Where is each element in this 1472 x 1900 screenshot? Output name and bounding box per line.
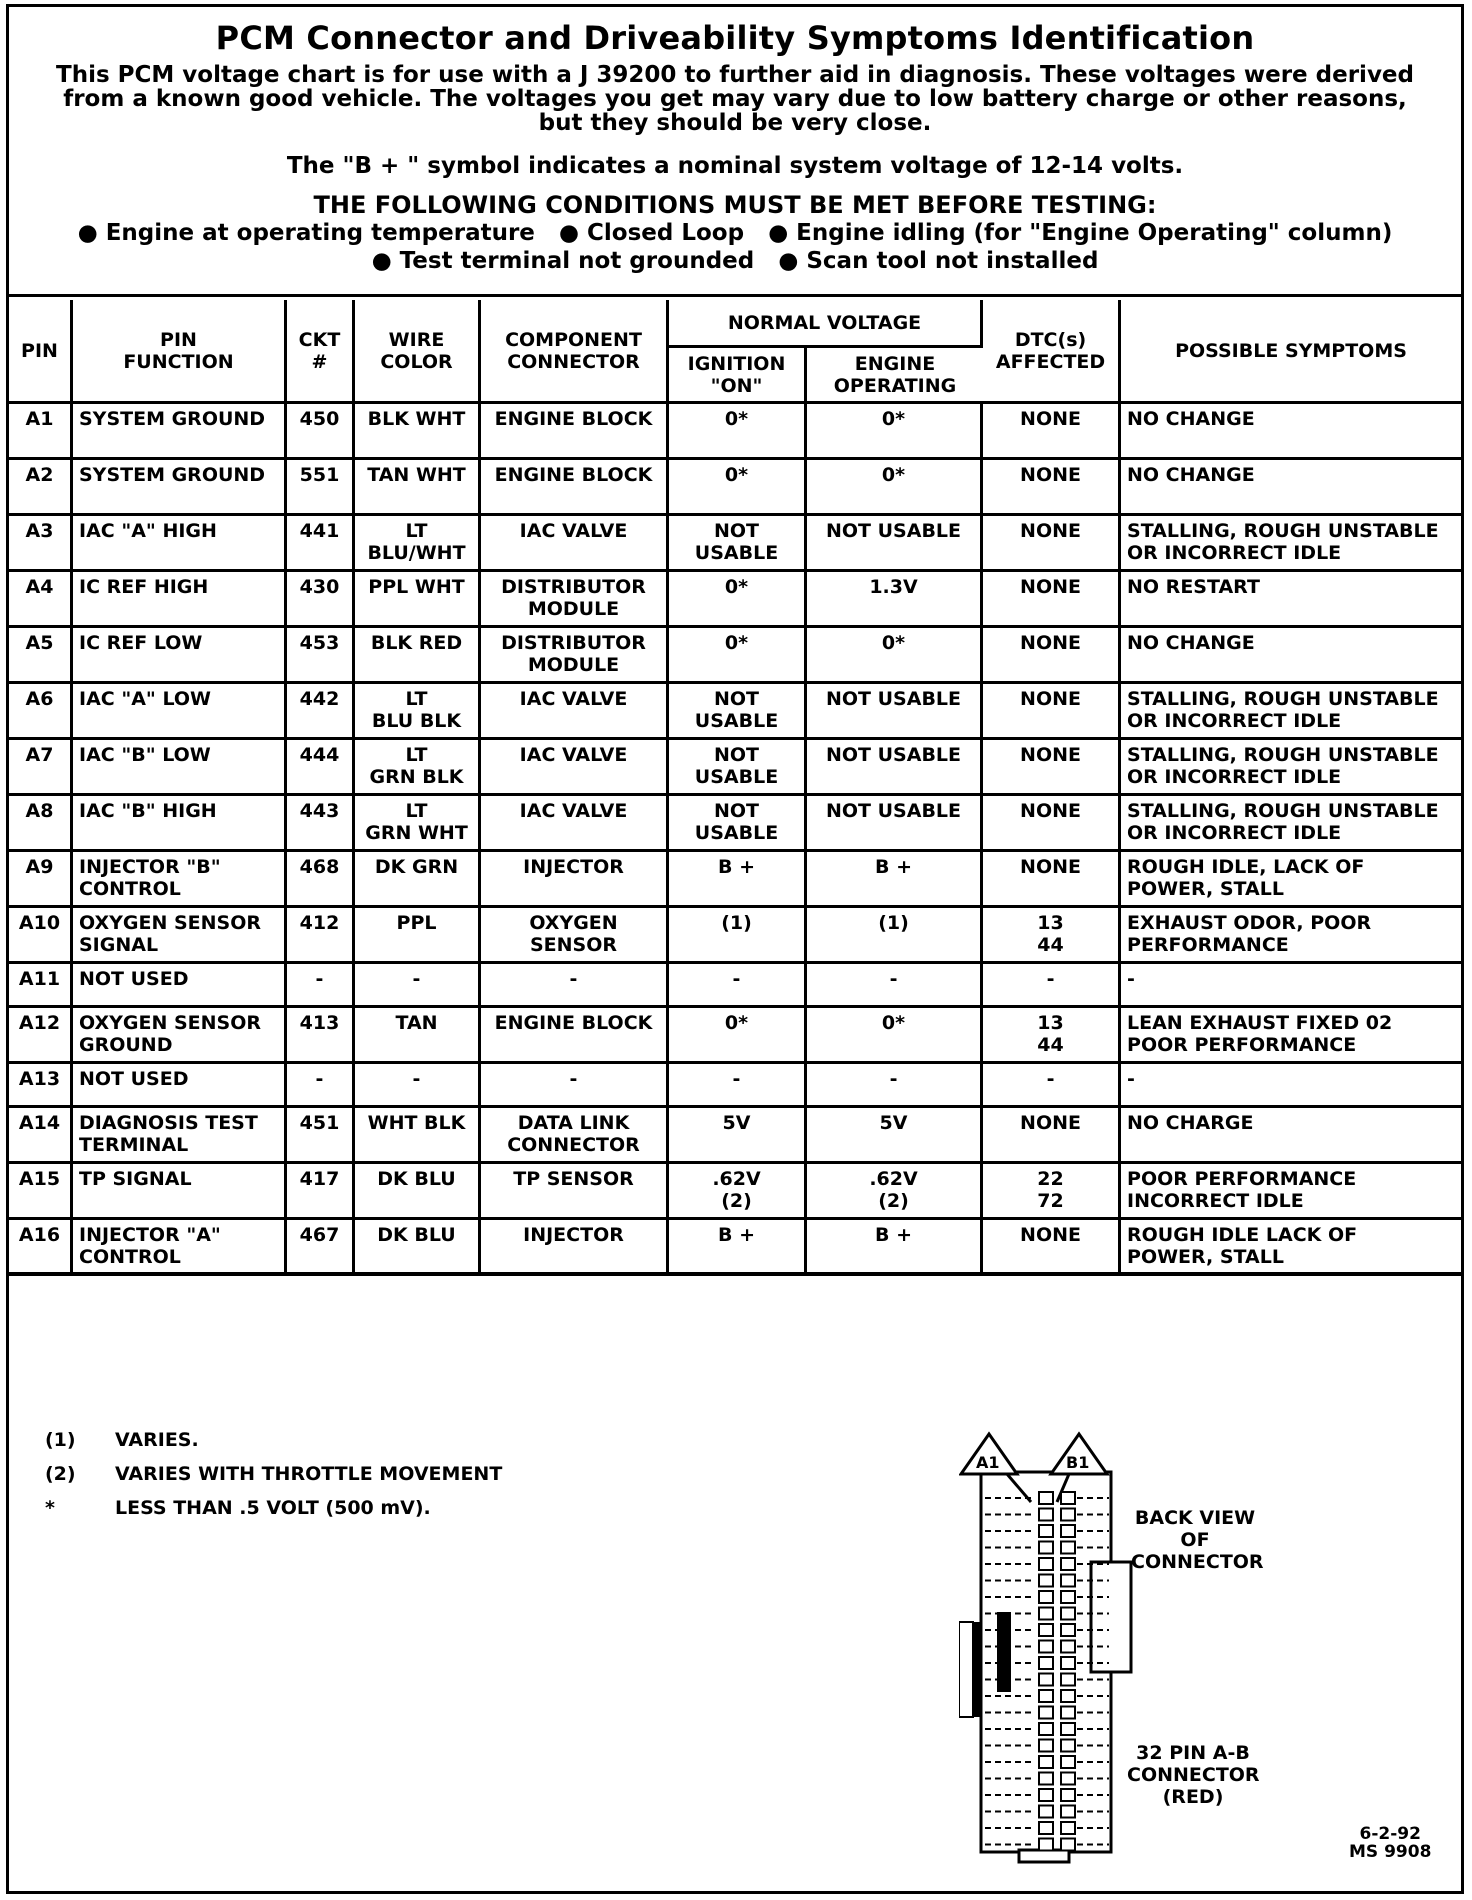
dtc-cell: NONE [983,796,1121,852]
connector-pin [1061,1839,1075,1851]
ignition-voltage-cell: 0* [669,460,807,516]
wire-color-cell: PPL WHT [355,572,481,628]
wire-color-cell: LT BLU/WHT [355,516,481,572]
symptoms-cell: NO CHANGE [1121,404,1461,460]
connector-latch-bar [973,1622,981,1717]
ignition-voltage-cell: 5V [669,1108,807,1164]
component-cell: IAC VALVE [481,740,669,796]
symptoms-cell: NO CHANGE [1121,460,1461,516]
ignition-voltage-cell: .62V (2) [669,1164,807,1220]
engine-voltage-cell: B + [807,1220,983,1276]
pin-cell: A5 [9,628,73,684]
function-cell: SYSTEM GROUND [73,404,287,460]
connector-pin [1061,1575,1075,1587]
engine-voltage-cell: .62V (2) [807,1164,983,1220]
connector-pin [1039,1641,1053,1653]
page-title: PCM Connector and Driveability Symptoms Identification [215,19,1255,57]
connector-pin [1061,1608,1075,1620]
header-dtc: DTC(s) AFFECTED [983,300,1121,404]
symptoms-cell: POOR PERFORMANCE INCORRECT IDLE [1121,1164,1461,1220]
function-cell: OXYGEN SENSOR SIGNAL [73,908,287,964]
pin-cell: A13 [9,1064,73,1108]
footnote-mark: (2) [45,1463,76,1485]
symptoms-cell: NO CHARGE [1121,1108,1461,1164]
ignition-voltage-cell: NOT USABLE [669,516,807,572]
ignition-voltage-cell: - [669,1064,807,1108]
a1-label: A1 [976,1453,1000,1472]
pin-cell: A16 [9,1220,73,1276]
header-ignition-on: IGNITION "ON" [669,348,807,404]
dtc-cell: NONE [983,1220,1121,1276]
connector-pin [1039,1707,1053,1719]
engine-voltage-cell: - [807,1064,983,1108]
engine-voltage-cell: 5V [807,1108,983,1164]
symptoms-cell: STALLING, ROUGH UNSTABLE OR INCORRECT IDLE [1121,796,1461,852]
symptoms-cell: LEAN EXHAUST FIXED 02 POOR PERFORMANCE [1121,1008,1461,1064]
wire-color-cell: BLK WHT [355,404,481,460]
symptoms-cell: - [1121,964,1461,1008]
connector-pin [1061,1806,1075,1818]
wire-color-cell: LT GRN WHT [355,796,481,852]
symptoms-cell: STALLING, ROUGH UNSTABLE OR INCORRECT IDLE [1121,740,1461,796]
connector-pin [1061,1624,1075,1636]
engine-voltage-cell: B + [807,852,983,908]
connector-pin [1039,1542,1053,1554]
component-cell: DATA LINK CONNECTOR [481,1108,669,1164]
connector-pin [1039,1806,1053,1818]
dtc-cell: NONE [983,460,1121,516]
component-cell: OXYGEN SENSOR [481,908,669,964]
dtc-cell: - [983,1064,1121,1108]
wire-color-cell: BLK RED [355,628,481,684]
component-cell: INJECTOR [481,852,669,908]
connector-pin [1039,1740,1053,1752]
connector-diagram [959,1412,1264,1872]
intro-line-1: This PCM voltage chart is for use with a J 39200 to further aid in diagnosis. These voltages were derived [56,62,1414,88]
connector-pin [1039,1608,1053,1620]
connector-pin [1061,1723,1075,1735]
condition-item: Test terminal not grounded [399,248,755,274]
connector-bottom-tab [1019,1850,1069,1862]
header-function: PIN FUNCTION [73,300,287,404]
dtc-cell: NONE [983,516,1121,572]
symptoms-cell: ROUGH IDLE LACK OF POWER, STALL [1121,1220,1461,1276]
conditions-heading: THE FOLLOWING CONDITIONS MUST BE MET BEFORE TESTING: [313,191,1157,219]
condition-item: Scan tool not installed [806,248,1099,274]
ckt-cell: 468 [287,852,355,908]
footnote-mark: (1) [45,1429,76,1451]
engine-voltage-cell: NOT USABLE [807,796,983,852]
dtc-cell: 13 44 [983,1008,1121,1064]
ckt-cell: 467 [287,1220,355,1276]
connector-pin [1061,1773,1075,1785]
symptoms-cell: - [1121,1064,1461,1108]
ckt-cell: 450 [287,404,355,460]
pin-count-label: 32 PIN A-B CONNECTOR (RED) [1127,1742,1260,1808]
intro-line-2: from a known good vehicle. The voltages you get may vary due to low battery charge or other reasons, [63,86,1407,112]
ckt-cell: 413 [287,1008,355,1064]
engine-voltage-cell: 0* [807,628,983,684]
header-component: COMPONENT CONNECTOR [481,300,669,404]
ignition-voltage-cell: (1) [669,908,807,964]
component-cell: TP SENSOR [481,1164,669,1220]
connector-pin [1039,1789,1053,1801]
ckt-cell: 443 [287,796,355,852]
dtc-cell: NONE [983,628,1121,684]
pin-cell: A11 [9,964,73,1008]
wire-color-cell: DK BLU [355,1220,481,1276]
function-cell: IAC "B" LOW [73,740,287,796]
ignition-voltage-cell: NOT USABLE [669,684,807,740]
component-cell: IAC VALVE [481,796,669,852]
connector-pin [1061,1641,1075,1653]
table-row [9,1108,1461,1164]
header-ckt: CKT # [287,300,355,404]
component-cell: DISTRIBUTOR MODULE [481,572,669,628]
connector-pin [1061,1740,1075,1752]
wire-color-cell: LT BLU BLK [355,684,481,740]
table-row [9,460,1461,516]
engine-voltage-cell: 0* [807,460,983,516]
engine-voltage-cell: (1) [807,908,983,964]
function-cell: IC REF HIGH [73,572,287,628]
header-symptoms: POSSIBLE SYMPTOMS [1121,300,1461,404]
wire-color-cell: DK BLU [355,1164,481,1220]
connector-pin [1061,1509,1075,1521]
table-row [9,964,1461,1008]
dtc-cell: 22 72 [983,1164,1121,1220]
function-cell: IAC "A" HIGH [73,516,287,572]
dtc-cell: NONE [983,684,1121,740]
symptoms-cell: NO CHANGE [1121,628,1461,684]
ckt-cell: 451 [287,1108,355,1164]
ckt-cell: 412 [287,908,355,964]
engine-voltage-cell: - [807,964,983,1008]
function-cell: TP SIGNAL [73,1164,287,1220]
pin-cell: A3 [9,516,73,572]
ckt-cell: 417 [287,1164,355,1220]
condition-item: Engine idling (for "Engine Operating" column) [796,220,1393,246]
pin-cell: A9 [9,852,73,908]
bullet-icon: ● [542,220,588,246]
header-pin: PIN [9,300,73,404]
connector-pin [1061,1657,1075,1669]
engine-voltage-cell: 1.3V [807,572,983,628]
document-code: 6-2-92 MS 9908 [1349,1824,1432,1862]
back-view-label: BACK VIEW OF CONNECTOR [1131,1507,1264,1573]
pin-cell: A2 [9,460,73,516]
component-cell: ENGINE BLOCK [481,1008,669,1064]
bullet-icon: ● [762,248,807,274]
connector-pin [1039,1723,1053,1735]
dtc-cell: NONE [983,404,1121,460]
symptoms-cell: EXHAUST ODOR, POOR PERFORMANCE [1121,908,1461,964]
pin-table [9,300,1461,1276]
table-area [9,300,1461,1276]
dtc-cell: NONE [983,740,1121,796]
bullet-icon: ● [77,220,106,246]
dtc-cell: NONE [983,572,1121,628]
function-cell: INJECTOR "A" CONTROL [73,1220,287,1276]
ignition-voltage-cell: 0* [669,1008,807,1064]
header-engine-operating: ENGINE OPERATING [807,348,983,404]
symptoms-cell: ROUGH IDLE, LACK OF POWER, STALL [1121,852,1461,908]
dtc-cell: - [983,964,1121,1008]
function-cell: IAC "A" LOW [73,684,287,740]
ignition-voltage-cell: - [669,964,807,1008]
table-row [9,852,1461,908]
bplus-note: The "B + " symbol indicates a nominal system voltage of 12-14 volts. [286,153,1184,179]
pin-cell: A8 [9,796,73,852]
connector-pin [1039,1674,1053,1686]
wire-color-cell: LT GRN BLK [355,740,481,796]
connector-pin [1039,1624,1053,1636]
connector-pin [1061,1542,1075,1554]
wire-color-cell: PPL [355,908,481,964]
connector-pin [1039,1690,1053,1702]
footnotes [45,1429,645,1531]
connector-pin [1039,1756,1053,1768]
function-cell: NOT USED [73,964,287,1008]
connector-pin [1039,1492,1053,1504]
ckt-cell: - [287,1064,355,1108]
function-cell: DIAGNOSIS TEST TERMINAL [73,1108,287,1164]
ckt-cell: - [287,964,355,1008]
ignition-voltage-cell: 0* [669,404,807,460]
condition-item: Closed Loop [587,220,745,246]
pin-cell: A14 [9,1108,73,1164]
engine-voltage-cell: 0* [807,1008,983,1064]
pin-cell: A12 [9,1008,73,1064]
pin-cell: A7 [9,740,73,796]
table-row [9,908,1461,964]
connector-pin [1061,1690,1075,1702]
dtc-cell: NONE [983,852,1121,908]
pin-cell: A4 [9,572,73,628]
dtc-cell: 13 44 [983,908,1121,964]
connector-pin [1061,1591,1075,1603]
component-cell: IAC VALVE [481,516,669,572]
function-cell: IC REF LOW [73,628,287,684]
wire-color-cell: TAN [355,1008,481,1064]
connector-pin [1039,1575,1053,1587]
ckt-cell: 441 [287,516,355,572]
connector-latch [959,1622,973,1717]
engine-voltage-cell: 0* [807,404,983,460]
wire-color-cell: - [355,964,481,1008]
connector-pin [1061,1674,1075,1686]
connector-pin [1039,1657,1053,1669]
component-cell: - [481,1064,669,1108]
ignition-voltage-cell: B + [669,1220,807,1276]
ignition-voltage-cell: 0* [669,572,807,628]
wire-color-cell: TAN WHT [355,460,481,516]
b1-label: B1 [1066,1453,1090,1472]
pin-cell: A6 [9,684,73,740]
wire-color-cell: - [355,1064,481,1108]
component-cell: IAC VALVE [481,684,669,740]
conditions-line-1 [9,219,1461,247]
connector-pin [1039,1591,1053,1603]
connector-pin [1039,1509,1053,1521]
symptoms-cell: NO RESTART [1121,572,1461,628]
ckt-cell: 551 [287,460,355,516]
pin-cell: A10 [9,908,73,964]
connector-pin [1061,1822,1075,1834]
connector-pin [1061,1492,1075,1504]
engine-voltage-cell: NOT USABLE [807,516,983,572]
header [9,7,1461,297]
condition-item: Engine at operating temperature [105,220,535,246]
engine-voltage-cell: NOT USABLE [807,684,983,740]
connector-pin [1039,1558,1053,1570]
table-row [9,1064,1461,1108]
connector-pin [1061,1525,1075,1537]
footnote [45,1463,645,1485]
header-wire-color: WIRE COLOR [355,300,481,404]
footnote-text: VARIES. [115,1429,199,1451]
symptoms-cell: STALLING, ROUGH UNSTABLE OR INCORRECT IDLE [1121,684,1461,740]
table-row [9,404,1461,460]
component-cell: DISTRIBUTOR MODULE [481,628,669,684]
footnote-mark: * [45,1497,55,1519]
component-cell: INJECTOR [481,1220,669,1276]
component-cell: - [481,964,669,1008]
connector-pin [1061,1756,1075,1768]
component-cell: ENGINE BLOCK [481,460,669,516]
connector-side-bracket [1091,1562,1131,1672]
connector-pin [1039,1839,1053,1851]
connector-pin [1061,1707,1075,1719]
intro-line-3: but they should be very close. [538,110,932,136]
function-cell: OXYGEN SENSOR GROUND [73,1008,287,1064]
wire-color-cell: WHT BLK [355,1108,481,1164]
connector-pin [1061,1558,1075,1570]
footnote [45,1497,645,1519]
engine-voltage-cell: NOT USABLE [807,740,983,796]
conditions-line-2 [9,247,1461,275]
ckt-cell: 430 [287,572,355,628]
wire-color-cell: DK GRN [355,852,481,908]
document-page [6,4,1464,1894]
table-row [9,684,1461,740]
connector-pin [1039,1822,1053,1834]
table-row [9,628,1461,684]
ckt-cell: 453 [287,628,355,684]
ignition-voltage-cell: NOT USABLE [669,796,807,852]
ignition-voltage-cell: 0* [669,628,807,684]
symptoms-cell: STALLING, ROUGH UNSTABLE OR INCORRECT IDLE [1121,516,1461,572]
pin-cell: A1 [9,404,73,460]
function-cell: INJECTOR "B" CONTROL [73,852,287,908]
function-cell: NOT USED [73,1064,287,1108]
table-row [9,1220,1461,1276]
table-row [9,796,1461,852]
ignition-voltage-cell: NOT USABLE [669,740,807,796]
table-row [9,1164,1461,1220]
function-cell: SYSTEM GROUND [73,460,287,516]
footnote-text: VARIES WITH THROTTLE MOVEMENT [115,1463,503,1485]
pin-cell: A15 [9,1164,73,1220]
table-row [9,1008,1461,1064]
ckt-cell: 442 [287,684,355,740]
table-row [9,516,1461,572]
function-cell: IAC "B" HIGH [73,796,287,852]
header-normal-voltage: NORMAL VOLTAGE [669,300,983,348]
footnote [45,1429,645,1451]
footnote-text: LESS THAN .5 VOLT (500 mV). [115,1497,431,1519]
bullet-icon: ● [371,248,400,274]
dtc-cell: NONE [983,1108,1121,1164]
connector-pin [1061,1789,1075,1801]
table-row [9,740,1461,796]
connector-pin [1039,1773,1053,1785]
ignition-voltage-cell: B + [669,852,807,908]
component-cell: ENGINE BLOCK [481,404,669,460]
table-row [9,572,1461,628]
ckt-cell: 444 [287,740,355,796]
connector-pin [1039,1525,1053,1537]
bullet-icon: ● [752,220,797,246]
